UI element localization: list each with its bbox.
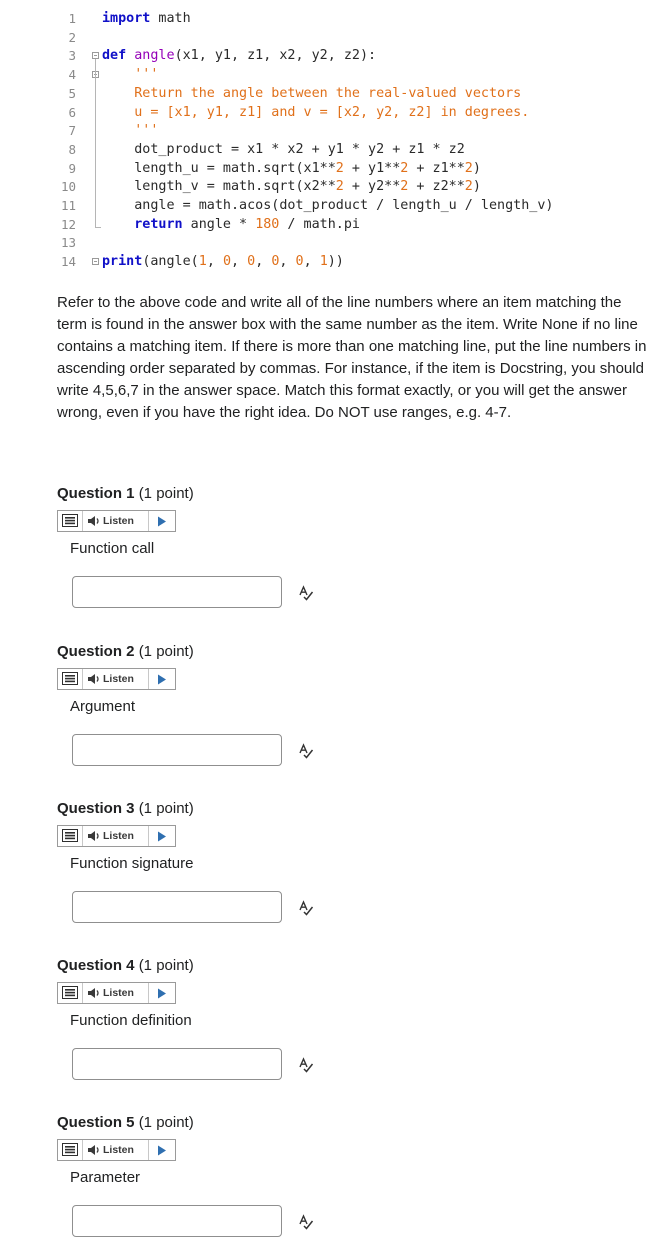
line-number: 3: [68, 48, 76, 64]
fold-toggle-icon[interactable]: [92, 52, 99, 59]
readspeaker-menu-icon[interactable]: [58, 1140, 83, 1160]
spellcheck-icon[interactable]: [298, 1057, 314, 1078]
code-token: dot_product = x1 * x2 + y1 * y2 + z1 * z2: [102, 141, 465, 157]
line-number: 9: [68, 160, 76, 176]
code-token: ,: [279, 254, 296, 270]
code-token: + z1**: [408, 160, 465, 176]
question-points: (1 point): [138, 485, 194, 502]
code-token: u = [x1, y1, z1] and v = [x2, y2, z2] in degrees.: [102, 104, 530, 120]
line-number: 10: [60, 179, 76, 195]
readspeaker-menu-icon[interactable]: [58, 511, 83, 531]
code-token: Return the angle between the real-valued vectors: [102, 85, 522, 101]
answer-input[interactable]: [72, 891, 282, 923]
code-token: import: [102, 11, 151, 26]
fold-guide-end: [95, 227, 101, 228]
listen-label: Listen: [103, 987, 134, 999]
question-term: Function definition: [70, 1012, 192, 1029]
play-button[interactable]: [148, 983, 177, 1003]
question-points: (1 point): [138, 957, 194, 974]
listen-button[interactable]: [87, 826, 134, 846]
question-title: Question 1: [57, 485, 135, 502]
listen-toolbar: [57, 825, 176, 847]
question-title: Question 4: [57, 957, 135, 974]
readspeaker-menu-icon[interactable]: [58, 826, 83, 846]
line-number: 14: [60, 254, 76, 270]
code-token: ''': [102, 123, 159, 139]
question-term: Parameter: [70, 1169, 141, 1186]
spellcheck-icon[interactable]: [298, 1214, 314, 1235]
code-token: 2: [400, 160, 409, 176]
question-points: (1 point): [138, 800, 194, 817]
fold-guide: [95, 59, 96, 227]
question-header: [57, 957, 194, 974]
question-term: Argument: [70, 698, 136, 715]
listen-label: Listen: [103, 515, 134, 527]
code-token: (angle(: [142, 254, 199, 270]
listen-button[interactable]: [87, 1140, 134, 1160]
line-number: 11: [60, 198, 76, 213]
answer-input[interactable]: [72, 576, 282, 608]
code-listing: [54, 10, 654, 278]
listen-label: Listen: [103, 1144, 134, 1156]
question-header: [57, 800, 194, 817]
listen-toolbar: [57, 510, 176, 532]
answer-input[interactable]: [72, 1205, 282, 1237]
code-token: 2: [400, 179, 409, 195]
code-token: + y1**: [343, 160, 401, 176]
listen-label: Listen: [103, 673, 134, 685]
code-token: / math.pi: [279, 216, 360, 232]
code-token: length_u = math.sqrt(x1**: [102, 160, 336, 176]
code-token: 2: [464, 160, 473, 176]
code-token: + y2**: [343, 179, 401, 195]
line-number: 13: [60, 235, 76, 251]
readspeaker-menu-icon[interactable]: [58, 983, 83, 1003]
play-button[interactable]: [148, 669, 177, 689]
question-header: [57, 485, 194, 502]
speaker-icon: [87, 673, 103, 685]
answer-input[interactable]: [72, 734, 282, 766]
line-number: 1: [68, 11, 76, 26]
code-token: (x1, y1, z1, x2, y2, z2):: [174, 48, 377, 64]
listen-toolbar: [57, 982, 176, 1004]
readspeaker-menu-icon[interactable]: [58, 669, 83, 689]
answer-input[interactable]: [72, 1048, 282, 1080]
code-token: 2: [335, 160, 344, 176]
code-token: 180: [255, 216, 280, 232]
line-number: 5: [68, 85, 76, 101]
code-token: math: [150, 11, 191, 26]
question-points: (1 point): [138, 643, 194, 660]
code-token: ): [472, 160, 481, 176]
listen-toolbar: [57, 668, 176, 690]
code-token: ,: [231, 254, 248, 270]
question-points: (1 point): [138, 1114, 194, 1131]
speaker-icon: [87, 1144, 103, 1156]
question-title: Question 2: [57, 643, 135, 660]
code-token: 2: [464, 179, 473, 195]
line-number: 8: [68, 141, 76, 157]
code-token: 0: [271, 254, 280, 270]
question-term: Function signature: [70, 855, 194, 872]
line-number: 4: [68, 67, 76, 83]
play-button[interactable]: [148, 1140, 177, 1160]
question-header: [57, 1114, 194, 1131]
speaker-icon: [87, 987, 103, 999]
line-number: 12: [60, 216, 76, 232]
spellcheck-icon[interactable]: [298, 743, 314, 764]
question-title: Question 3: [57, 800, 135, 817]
code-token: 0: [247, 254, 256, 270]
question-title: Question 5: [57, 1114, 135, 1131]
speaker-icon: [87, 515, 103, 527]
code-token: return: [102, 216, 183, 232]
line-number: 6: [68, 104, 76, 120]
spellcheck-icon[interactable]: [298, 585, 314, 606]
code-token: def: [102, 48, 127, 64]
code-token: 1: [198, 254, 207, 270]
code-token: ,: [303, 254, 320, 270]
code-token: + z2**: [408, 179, 465, 195]
play-button[interactable]: [148, 826, 177, 846]
play-button[interactable]: [148, 511, 177, 531]
code-token: ,: [255, 254, 272, 270]
listen-button[interactable]: [87, 983, 134, 1003]
listen-label: Listen: [103, 830, 134, 842]
speaker-icon: [87, 830, 103, 842]
fold-toggle-icon[interactable]: [92, 258, 99, 265]
code-token: ,: [206, 254, 223, 270]
code-token: 1: [319, 254, 328, 270]
code-token: ''': [102, 67, 159, 83]
listen-button[interactable]: [87, 511, 134, 531]
question-header: [57, 643, 194, 660]
code-token: angle = math.acos(dot_product / length_u / length_v): [102, 198, 554, 213]
line-number: 7: [68, 123, 76, 139]
listen-toolbar: [57, 1139, 176, 1161]
code-token: angle: [126, 48, 175, 64]
code-token: 2: [335, 179, 344, 195]
code-token: print: [102, 254, 143, 270]
question-term: Function call: [70, 540, 155, 557]
code-token: angle *: [182, 216, 256, 232]
listen-button[interactable]: [87, 669, 134, 689]
code-token: )): [327, 254, 344, 270]
code-token: 0: [295, 254, 304, 270]
code-token: ): [472, 179, 481, 195]
instructions-text: Refer to the above code and write all of the line numbers where an item matching the term is found in the answer box with the same number as the item. Write None if no line contains a matching item. If there is more than one matching line, put the line numbers in ascending order separated by commas. For instance, if the item is Docstring, you should write 4,5,6,7 in the answer space. Match this format exactly, or you will get the answer wrong, even if you have the right idea. Do NOT use ranges, e.g. 4-7.: [57, 294, 647, 421]
code-token: length_v = math.sqrt(x2**: [102, 179, 336, 195]
line-number: 2: [68, 29, 76, 45]
spellcheck-icon[interactable]: [298, 900, 314, 921]
code-token: 0: [222, 254, 231, 270]
